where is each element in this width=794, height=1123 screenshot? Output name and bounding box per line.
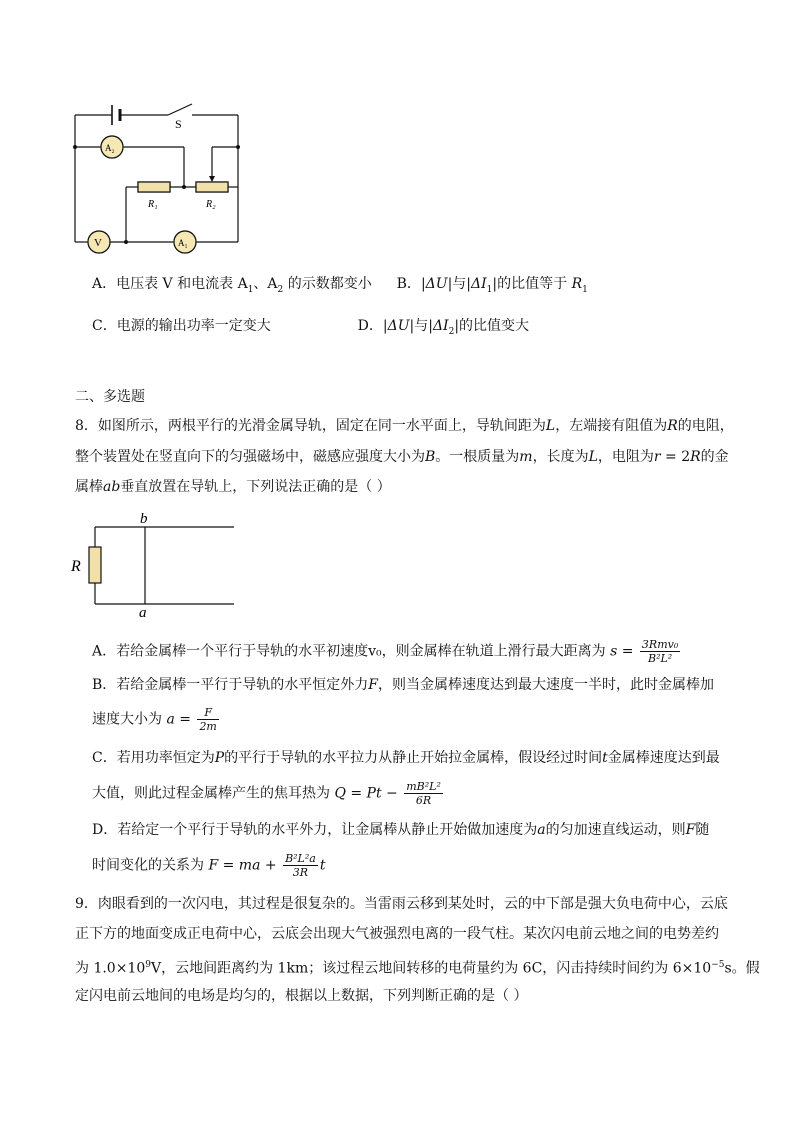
- rod-end-a-label: a: [139, 605, 147, 620]
- q7-option-c-d: C．电源的输出功率一定变大 D．|ΔU|与$|\Delta I_2|$的比值变大: [92, 318, 530, 337]
- resistor-r-label: R: [71, 558, 81, 575]
- q9-line3-exp1: 9: [145, 960, 151, 970]
- q8-stem-part7: ，电阻为: [597, 449, 654, 465]
- q8-option-c-line2: [92, 780, 445, 807]
- q8-stem-part3: 的电阻，: [677, 418, 734, 434]
- q8-option-d-text4: 时间变化的关系为: [92, 857, 204, 874]
- q8-option-a: [92, 638, 682, 665]
- q8-option-b-text1: B．若给金属棒一平行于导轨的水平恒定外力: [92, 677, 369, 693]
- q9-line3-part2: V，云地间距离约为 1km；该过程云地间转移的电荷量约为 6C，闪击持续时间约为 6×10: [151, 960, 712, 977]
- q8-stem-part1: 8．如图所示，两根平行的光滑金属导轨，固定在同一水平面上，导轨间距为: [75, 418, 546, 434]
- q8-option-b-eq: a =: [166, 711, 191, 728]
- ammeter-a2-label: A₂: [105, 143, 115, 153]
- q9-line3: [75, 955, 760, 979]
- q8-option-c-text1: C．若用功率恒定为: [92, 750, 215, 766]
- q8-option-a-num: 3Rmv₀: [641, 638, 679, 651]
- q9-line2: 正下方的地面变成正电荷中心，云底会出现大气被强烈电离的一段气柱。某次闪电前云地之间的电势差约: [75, 926, 719, 942]
- q7-option-a-text2: 、A: [253, 276, 278, 292]
- q8-option-d-line2: 时间变化的关系为 F = ma + $\frac{\text{B²L²a}}{3R}$ t: [92, 852, 326, 879]
- ammeter-a1-label: A₁: [178, 238, 188, 248]
- q8-stem-line3: 属棒ab垂直放置在导轨上，下列说法正确的是（ ）: [75, 479, 391, 495]
- q8-stem-line2: 整个装置处在竖直向下的匀强磁场中，磁感应强度大小为B。一根质量为m，长度为L，电阻为r = 2R的金: [75, 449, 729, 465]
- q8-option-d-num: B²L²a: [285, 852, 316, 865]
- q8-stem-part6: ，长度为: [532, 449, 589, 465]
- q9-line1: 9．肉眼看到的一次闪电，其过程是很复杂的。当雷雨云移到某处时，云的中下部是强大负电荷中心，云底: [75, 896, 728, 912]
- q8-option-c-line1: C．若用功率恒定为P的平行于导轨的水平拉力从静止开始拉金属棒，假设经过时间t金属棒速度达到最: [92, 750, 720, 766]
- q8-option-c-text4: 大值，则此过程金属棒产生的焦耳热为: [92, 785, 330, 802]
- q8-option-c-fraction: [404, 780, 443, 807]
- q7-option-d-text2: 与: [414, 318, 429, 334]
- q8-option-a-fraction: [640, 638, 680, 665]
- voltmeter-label: V: [94, 237, 102, 249]
- q7-option-b-text2: 与: [452, 276, 467, 292]
- q8-option-d-eq: F = ma +: [208, 857, 277, 874]
- q7-option-d-text1: D．: [357, 318, 383, 334]
- q8-stem-part10: 垂直放置在导轨上，下列说法正确的是（ ）: [120, 479, 391, 495]
- q8-option-a-eq: s =: [610, 643, 634, 660]
- q7-option-a-text3: 的示数都变小: [283, 276, 372, 292]
- q8-option-a-den: B²L²: [647, 652, 673, 665]
- q8-option-d-den: 3R: [292, 866, 309, 879]
- q8-option-b-line1: B．若给金属棒一平行于导轨的水平恒定外力F，则当金属棒速度达到最大速度一半时，此时金属棒加: [92, 677, 715, 693]
- q8-option-d-line1: D．若给定一个平行于导轨的水平外力，让金属棒从静止开始做加速度为a的匀加速直线运动，则F随: [92, 822, 710, 838]
- q8-stem-part4: 整个装置处在竖直向下的匀强磁场中，磁感应强度大小为: [75, 449, 425, 465]
- q7-option-d-text3: 的比值变大: [459, 318, 530, 334]
- q7-option-c-text: C．电源的输出功率一定变大: [92, 318, 271, 334]
- q8-stem-part2: ，左端接有阻值为: [555, 418, 668, 434]
- q7-option-b-text1: B．: [396, 276, 421, 292]
- q8-option-c-den: 6R: [415, 794, 432, 807]
- q8-option-b-line2: [92, 706, 221, 733]
- q8-option-b-num: F: [197, 706, 218, 720]
- q8-stem-part8: 的金: [700, 449, 729, 465]
- q8-option-b-den: 2m: [199, 720, 217, 733]
- q8-option-b-fraction: [197, 706, 218, 733]
- q8-option-b-text3: 速度大小为: [92, 711, 162, 728]
- q8-option-a-text: A．若给金属棒一个平行于导轨的水平初速度v₀，则金属棒在轨道上滑行最大距离为: [92, 643, 606, 660]
- q8-stem-part5: 。一根质量为: [435, 449, 520, 465]
- q8-option-c-eq: Q = Pt −: [334, 785, 398, 802]
- section-title: 二、多选题: [75, 389, 145, 405]
- q7-option-b-text3: 的比值等于: [497, 276, 568, 292]
- q8-option-c-text3: 金属棒速度达到最: [607, 750, 720, 766]
- q7-option-a-b: A．电压表 V 和电流表 $A_1$、$A_2$ 的示数都变小 B．|ΔU|与$|\Delta I_1|$的比值等于 $R_1$: [92, 276, 588, 295]
- rail-figure-q8: [68, 508, 240, 620]
- circuit-diagram-q7: [70, 95, 250, 255]
- q8-option-d-text3: 随: [695, 822, 710, 838]
- q7-option-a-text1: A．电压表 V 和电流表 A: [92, 276, 248, 292]
- switch-label: S: [175, 117, 182, 131]
- q8-stem-line1: 8．如图所示，两根平行的光滑金属导轨，固定在同一水平面上，导轨间距为L，左端接有阻值为R的电阻，: [75, 418, 734, 434]
- resistor-r2-label: R₂: [206, 199, 216, 210]
- q8-stem-part9: 属棒: [75, 479, 103, 495]
- rod-end-b-label: b: [140, 511, 148, 527]
- q9-line4: 定闪电前云地间的电场是均匀的，根据以上数据，下列判断正确的是（ ）: [75, 988, 528, 1004]
- q8-option-b-text2: ，则当金属棒速度达到最大速度一半时，此时金属棒加: [378, 677, 715, 693]
- q8-option-d-text1: D．若给定一个平行于导轨的水平外力，让金属棒从静止开始做加速度为: [92, 822, 538, 838]
- resistor-r1-label: R₁: [148, 199, 158, 210]
- q9-line3-part3: s。假: [724, 960, 760, 977]
- q9-line3-part1: 为 1.0×10: [75, 960, 146, 977]
- q8-option-c-text2: 的平行于导轨的水平拉力从静止开始拉金属棒，假设经过时间: [224, 750, 603, 766]
- q9-line3-exp2: −5: [711, 960, 725, 970]
- q8-option-c-num: mB²L²: [406, 780, 441, 793]
- q8-option-d-text2: 的匀加速直线运动，则: [545, 822, 686, 838]
- q8-option-d-fraction: [283, 852, 318, 879]
